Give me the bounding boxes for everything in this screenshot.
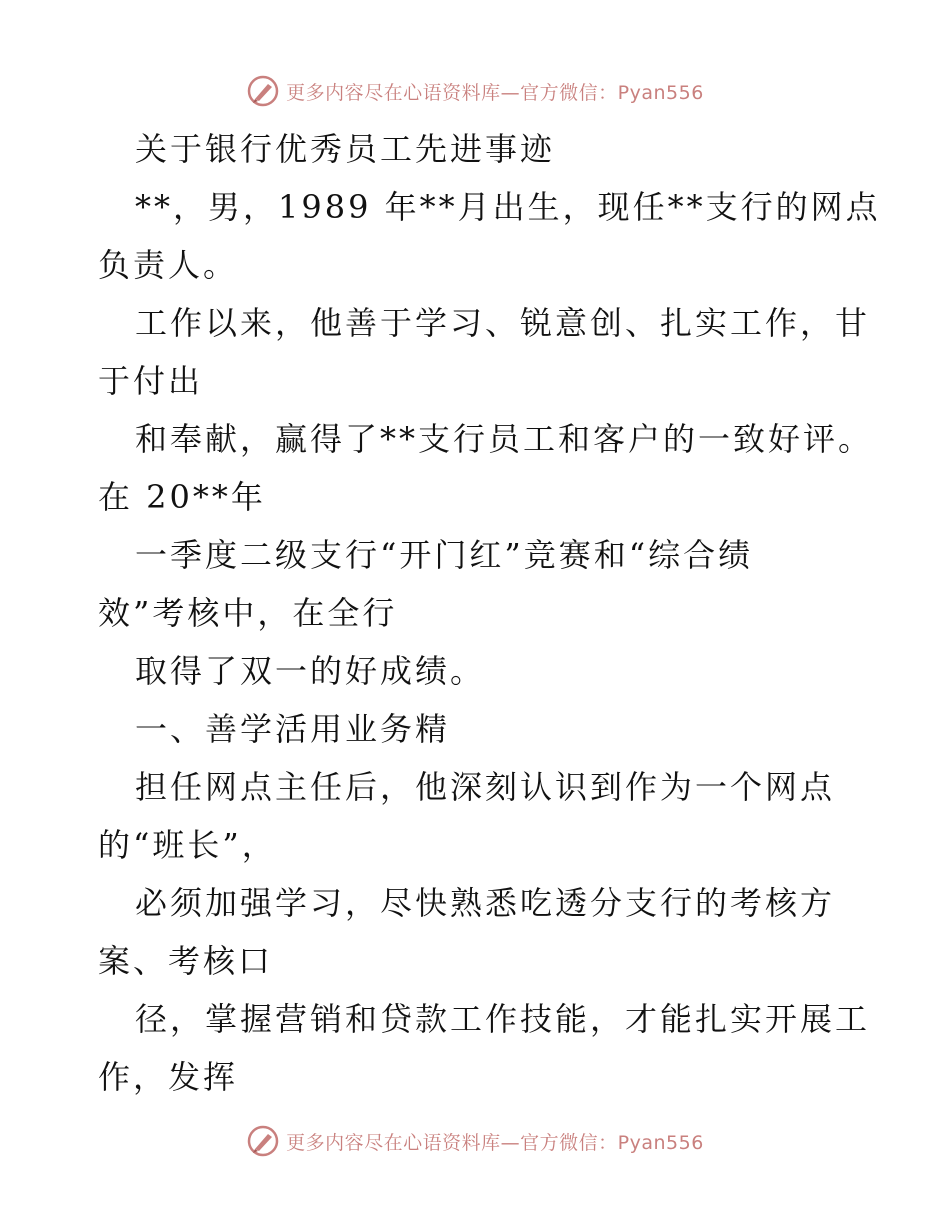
text-line: 一季度二级支行“开门红”竞赛和“综合绩 (135, 536, 754, 574)
pen-logo-icon (246, 74, 280, 108)
text-line: 和奉献，赢得了**支行员工和客户的一致好评。 (135, 420, 874, 458)
text-line: **，男，1989 年**月出生，现任**支行的网点 (135, 188, 881, 226)
text-line: 担任网点主任后，他深刻认识到作为一个网点 (135, 768, 836, 806)
text-line: 案、考核口 (98, 942, 274, 980)
watermark-text: 更多内容尽在心语资料库—官方微信：Pyan556 (286, 81, 704, 104)
text-line: 必须加强学习，尽快熟悉吃透分支行的考核方 (135, 884, 836, 922)
text-line: 取得了双一的好成绩。 (135, 652, 486, 690)
text-line: 的“班长”， (98, 826, 277, 864)
pen-logo-icon (246, 1124, 280, 1158)
watermark-text: 更多内容尽在心语资料库—官方微信：Pyan556 (286, 1131, 704, 1154)
text-line: 负责人。 (98, 246, 239, 284)
footer-watermark-banner (0, 1121, 950, 1161)
text-line: 在 20**年 (98, 478, 266, 516)
text-line: 作，发挥 (98, 1058, 239, 1096)
text-line: 一、善学活用业务精 (135, 710, 451, 748)
text-line: 径，掌握营销和贷款工作技能，才能扎实开展工 (135, 1000, 871, 1038)
text-line: 关于银行优秀员工先进事迹 (135, 130, 556, 168)
document-body (98, 120, 881, 1106)
text-line: 于付出 (98, 362, 204, 400)
text-line: 工作以来，他善于学习、锐意创、扎实工作，甘 (135, 304, 871, 342)
header-watermark-banner (0, 71, 950, 111)
text-line: 效”考核中，在全行 (98, 594, 398, 632)
